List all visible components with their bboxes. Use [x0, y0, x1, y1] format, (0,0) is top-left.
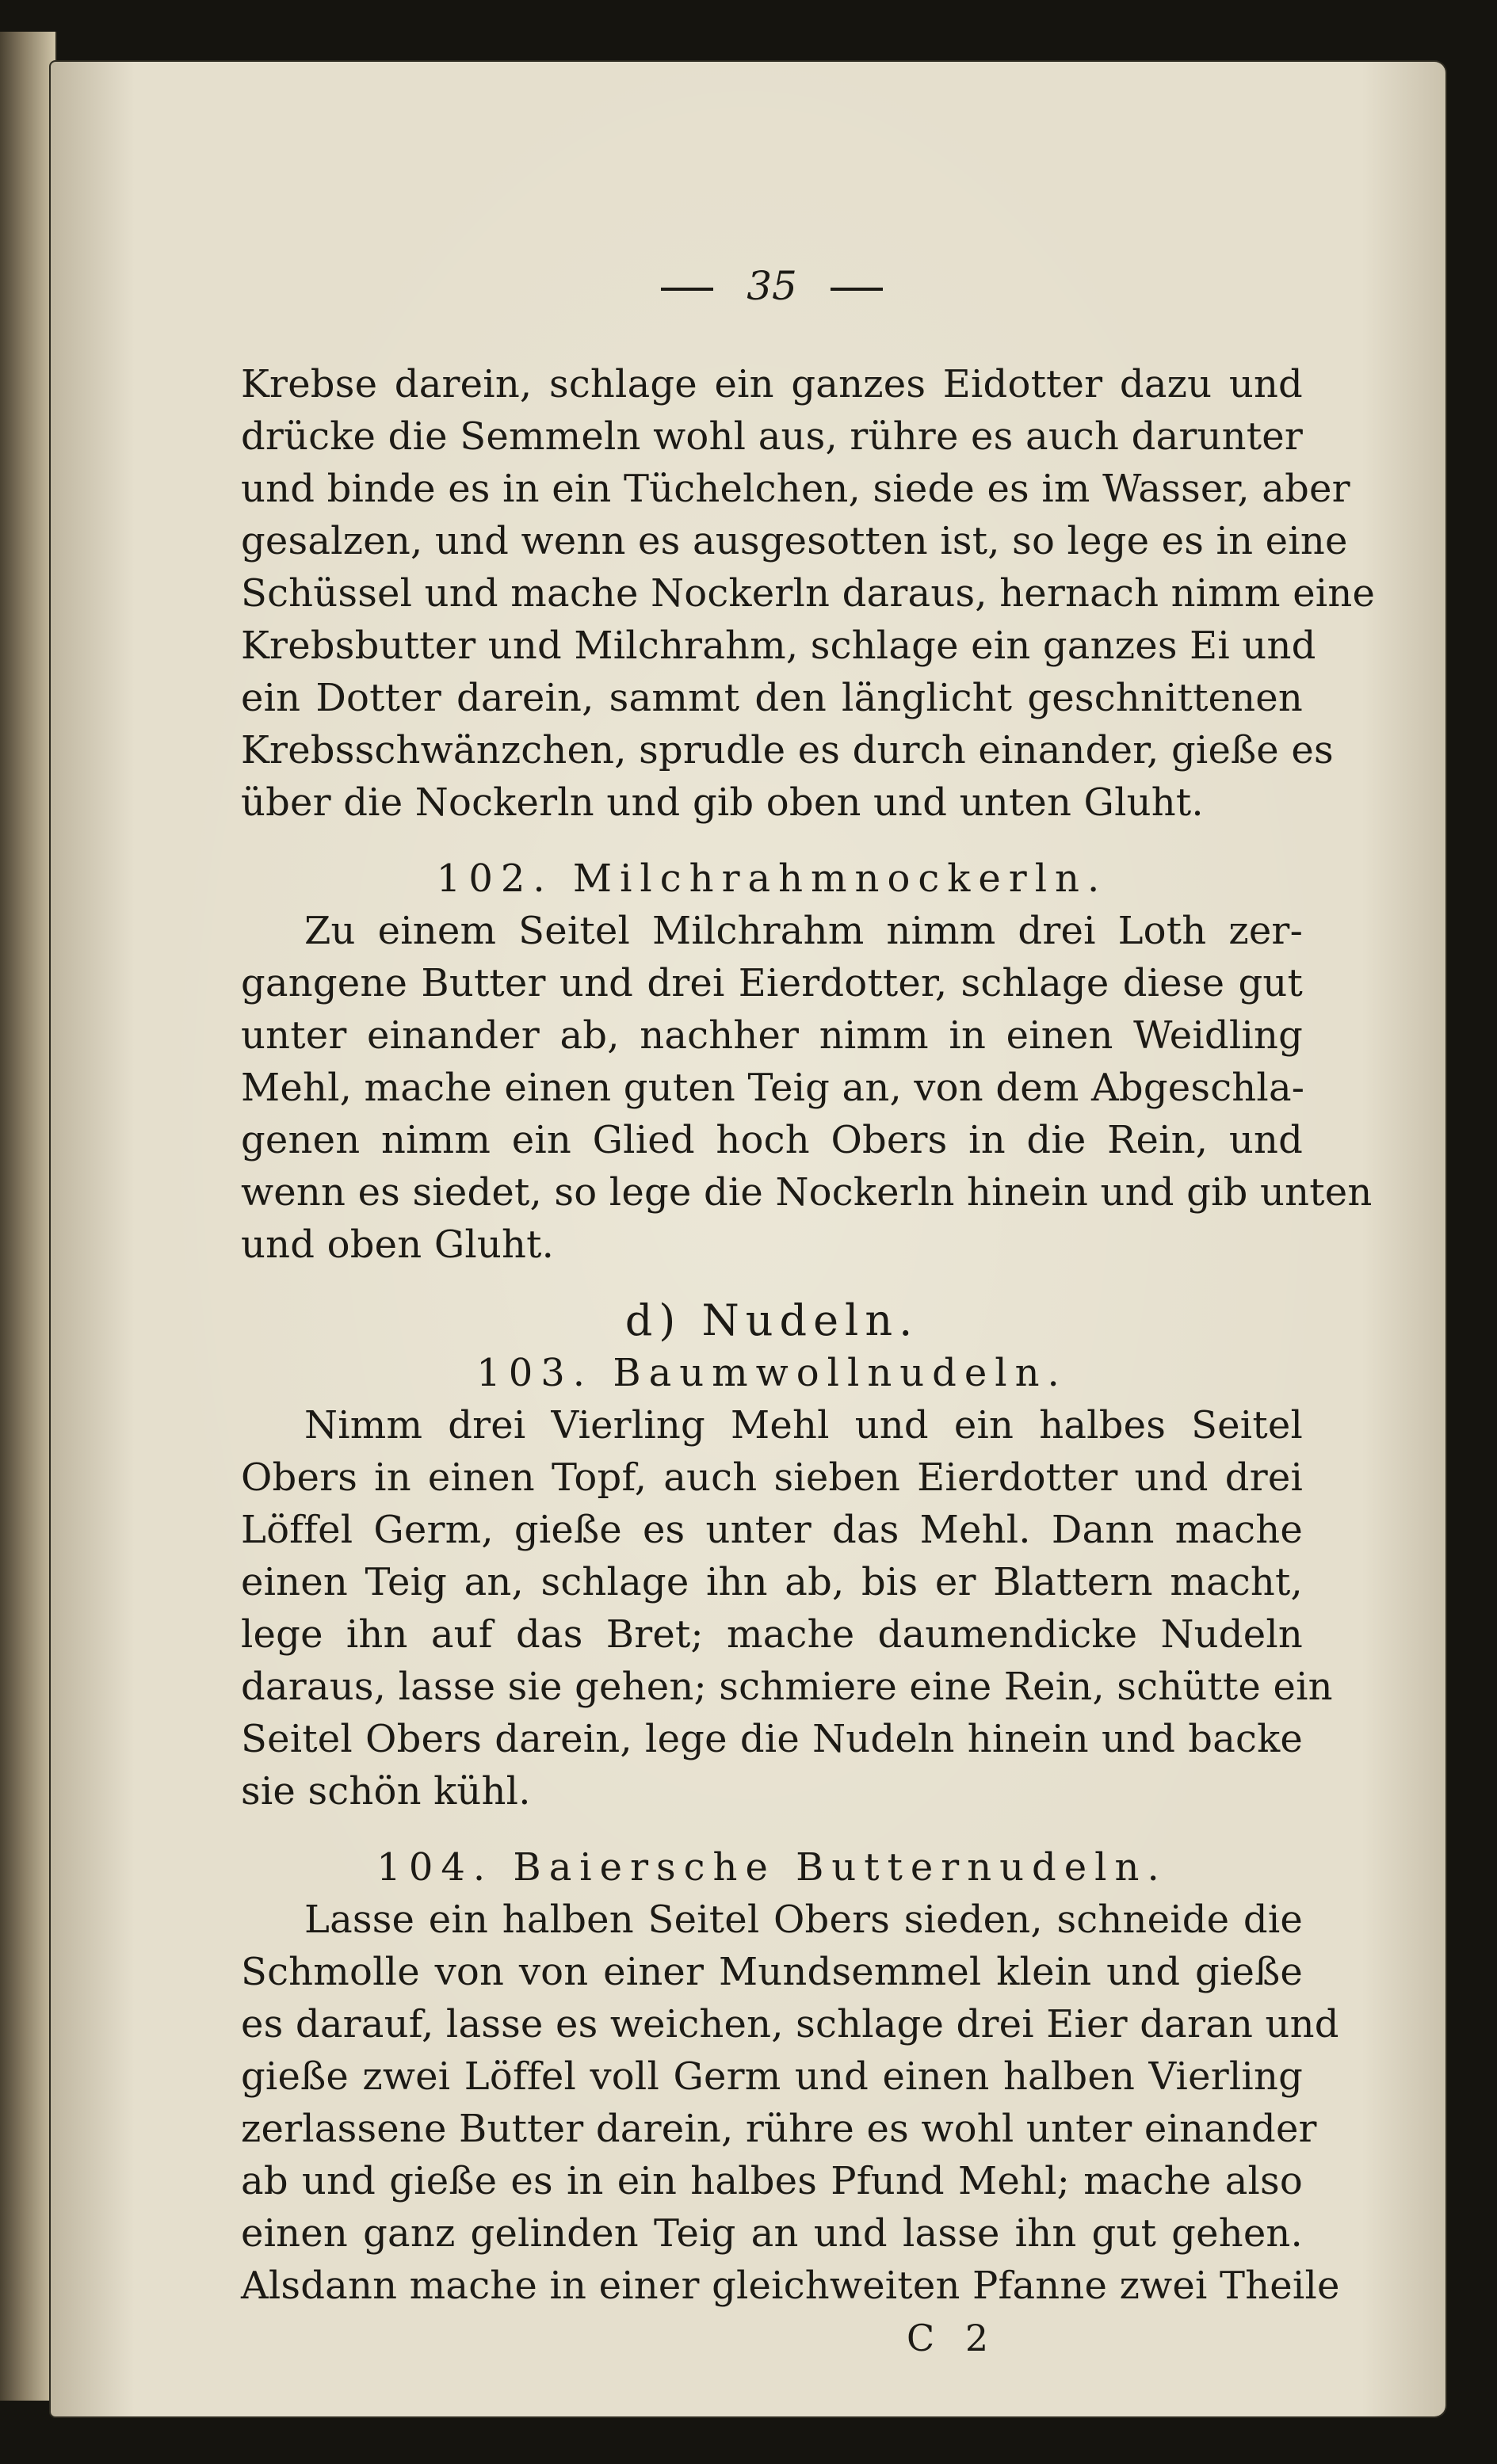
text-line: Löffel Germ, gieße es unter das Mehl. Dann mache [241, 1508, 1303, 1552]
text-line: über die Nockerln und gib oben und unten Gluht. [241, 780, 1204, 825]
text-line: es darauf, lasse es weichen, schlage drei Eier daran und [241, 2002, 1339, 2046]
header-dash-left [661, 288, 713, 291]
text-line: drücke die Semmeln wohl aus, rühre es auch darunter [241, 414, 1303, 459]
text-line: Seitel Obers darein, lege die Nudeln hinein und backe [241, 1717, 1303, 1761]
text-line: unter einander ab, nachher nimm in einen Weidling [241, 1013, 1303, 1058]
paragraph-recipe-102 [241, 905, 1373, 1271]
printer-signature-mark: C 2 [907, 2317, 999, 2359]
header-dash-right [831, 288, 883, 291]
paragraph-recipe-103 [241, 1399, 1333, 1817]
text-line: Krebse darein, schlage ein ganzes Eidotter dazu und [241, 362, 1303, 406]
text-line: gieße zwei Löffel voll Germ und einen halben Vierling [241, 2054, 1303, 2099]
text-line: Krebsschwänzchen, sprudle es durch einander, gieße es [241, 728, 1334, 772]
page-number: 35 [747, 263, 797, 309]
text-line: einen Teig an, schlage ihn ab, bis er Blattern macht, [241, 1560, 1303, 1604]
text-line: Schmolle von von einer Mundsemmel klein und gieße [241, 1950, 1303, 1994]
section-heading-nudeln: d) Nudeln. [624, 1295, 919, 1345]
text-line: Lasse ein halben Seitel Obers sieden, schneide die [304, 1898, 1303, 1942]
text-line: wenn es siedet, so lege die Nockerln hinein und gib unten [241, 1170, 1373, 1215]
text-line: Krebsbutter und Milchrahm, schlage ein ganzes Ei und [241, 624, 1316, 668]
text-line: genen nimm ein Glied hoch Obers in die Rein, und [241, 1118, 1303, 1162]
text-line: und oben Gluht. [241, 1222, 555, 1267]
text-line: Mehl, mache einen guten Teig an, von dem Abgeschla- [241, 1066, 1305, 1110]
text-line: lege ihn auf das Bret; mache daumendicke Nudeln [241, 1612, 1303, 1657]
book-spine-edge [0, 32, 57, 2401]
page-header [241, 252, 1303, 323]
text-line: gangene Butter und drei Eierdotter, schlage diese gut [241, 961, 1303, 1005]
text-line: Schüssel und mache Nockerln daraus, hernach nimm eine [241, 571, 1376, 616]
recipe-heading-103: 103. Baumwollnudeln. [476, 1351, 1067, 1395]
text-line: sie schön kühl. [241, 1769, 531, 1814]
paragraph-recipe-104 [241, 1894, 1340, 2312]
page-content [241, 252, 1376, 2364]
text-line: Zu einem Seitel Milchrahm nimm drei Loth zer- [304, 909, 1303, 953]
text-line: Obers in einen Topf, auch sieben Eierdotter und drei [241, 1455, 1303, 1500]
text-line: Alsdann mache in einer gleichweiten Pfanne zwei Theile [241, 2264, 1340, 2308]
text-line: ab und gieße es in ein halbes Pfund Mehl; mache also [241, 2159, 1303, 2203]
book-page [51, 62, 1445, 2416]
text-line: daraus, lasse sie gehen; schmiere eine Rein, schütte ein [241, 1665, 1333, 1709]
text-line: Nimm drei Vierling Mehl und ein halbes Seitel [304, 1403, 1303, 1448]
recipe-heading-102: 102. Milchrahmnockerln. [436, 856, 1108, 901]
recipe-heading-104: 104. Baiersche Butternudeln. [376, 1845, 1167, 1890]
text-line: einen ganz gelinden Teig an und lasse ihn gut gehen. [241, 2211, 1303, 2256]
text-line: und binde es in ein Tüchelchen, siede es im Wasser, aber [241, 467, 1350, 511]
text-line: zerlassene Butter darein, rühre es wohl unter einander [241, 2107, 1317, 2151]
text-line: ein Dotter darein, sammt den länglicht geschnittenen [241, 676, 1303, 720]
paragraph-krebsnockerln-continued [241, 358, 1376, 829]
text-line: gesalzen, und wenn es ausgesotten ist, so lege es in eine [241, 519, 1348, 563]
